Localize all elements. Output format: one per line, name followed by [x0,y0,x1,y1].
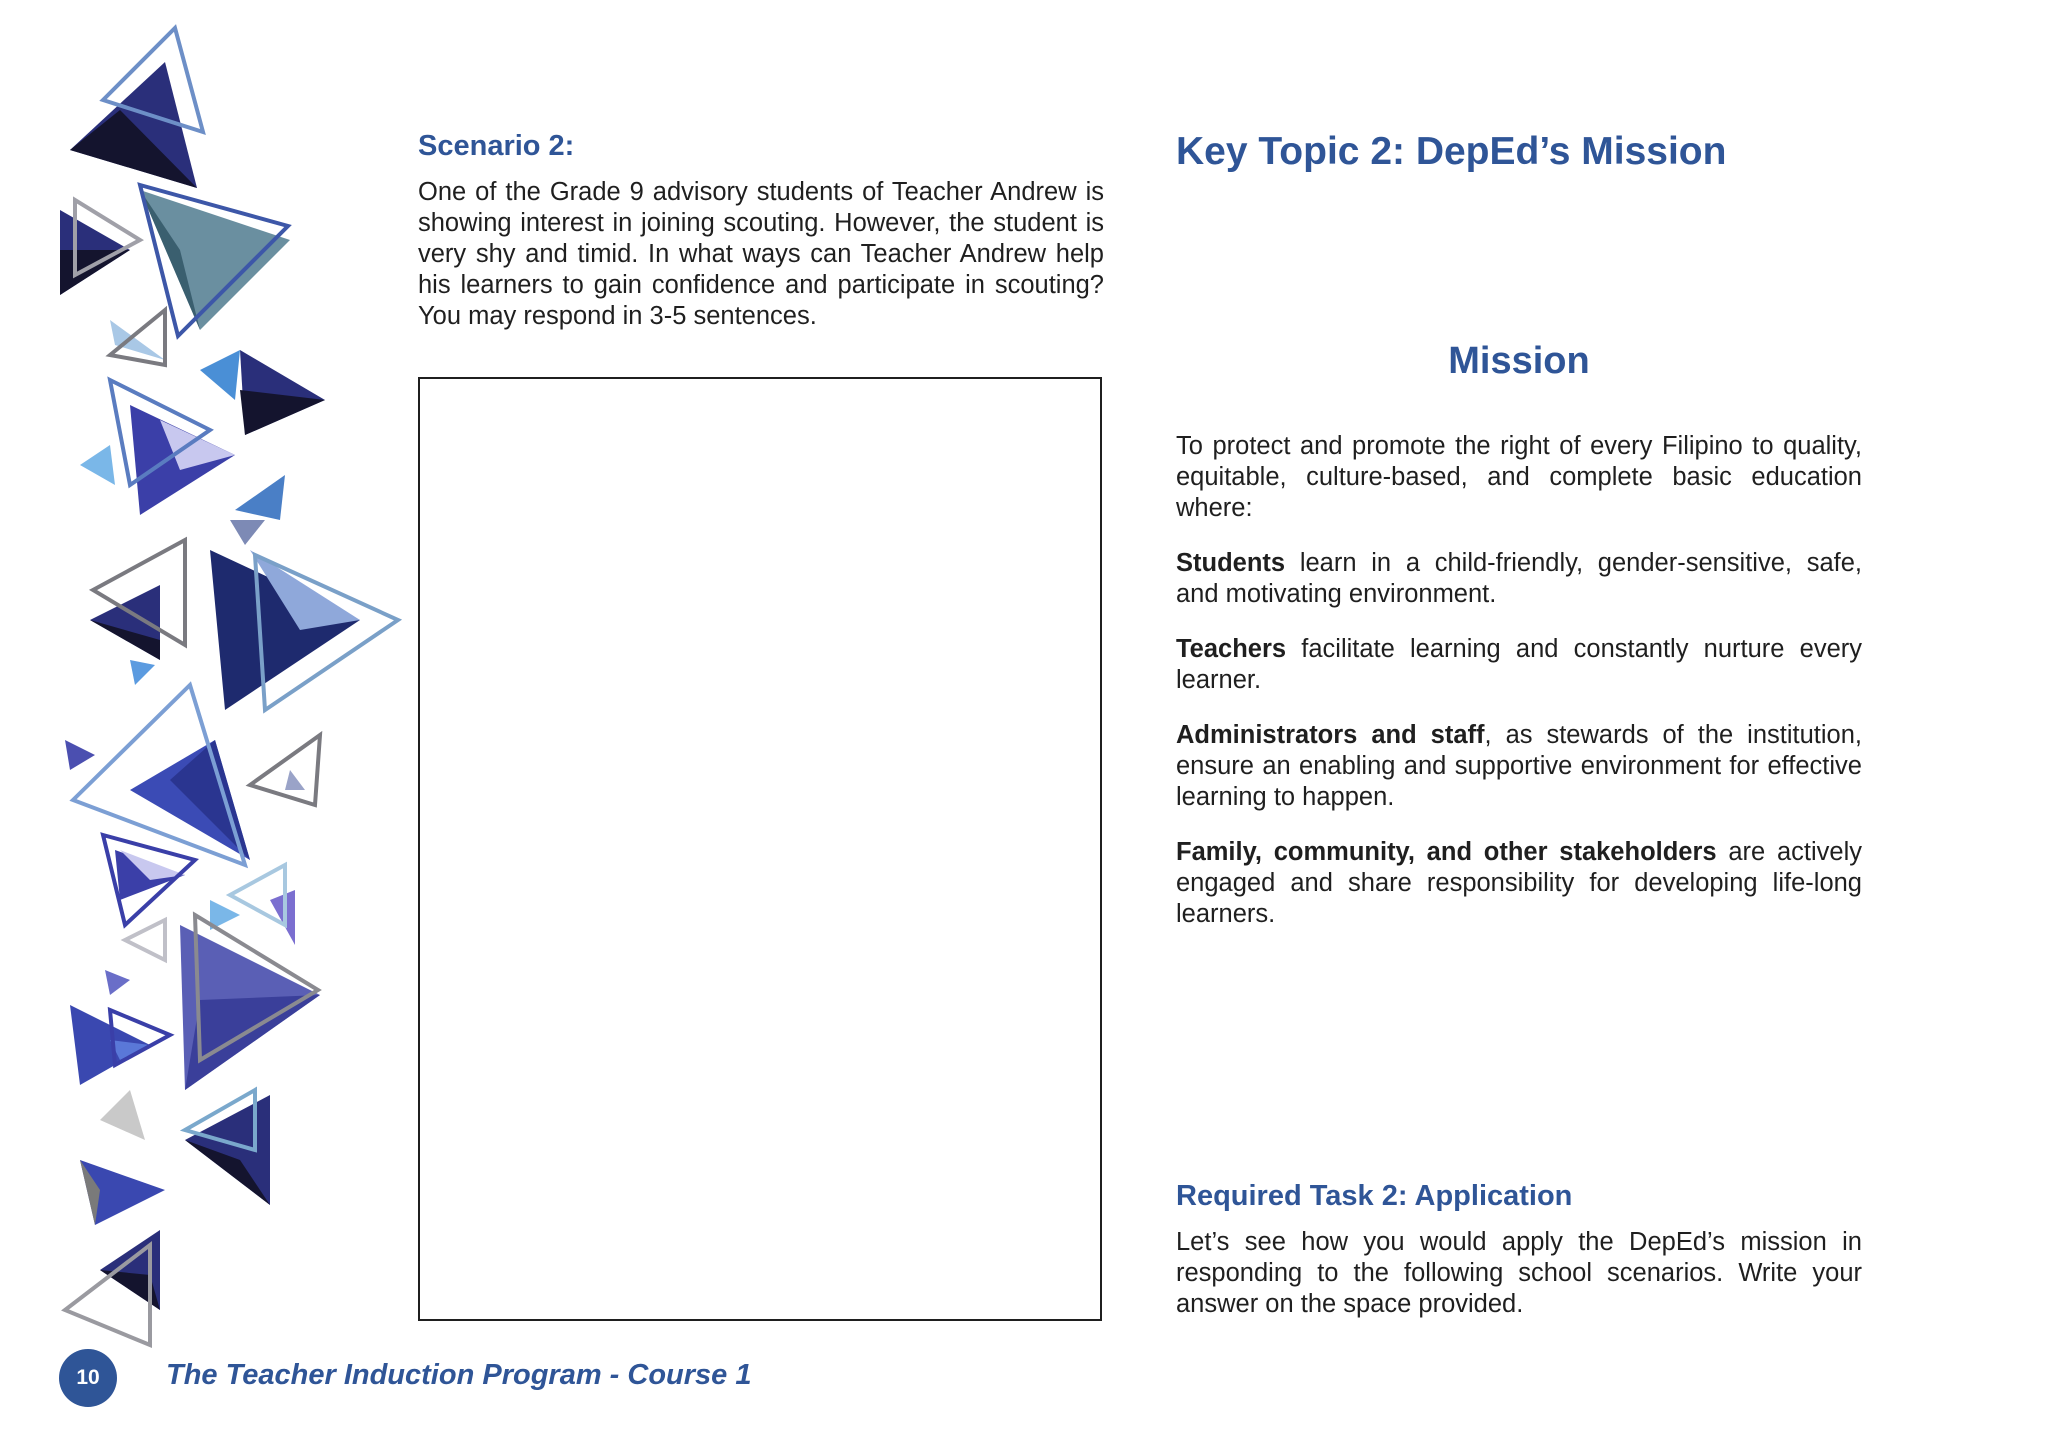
answer-box[interactable] [418,377,1102,1321]
mission-heading: Mission [1448,340,1590,382]
mission-item-bold: Teachers [1176,635,1287,663]
mission-item-bold: Administrators and staff [1176,721,1485,749]
required-task-section [1176,1180,1862,1320]
mission-item-text: are actively engaged and share responsibility for developing life-long learners. [1176,838,1862,928]
required-task-title: Required Task 2: Application [1176,1180,1573,1212]
mission-item-text: learn in a child-friendly, gender-sensitive, safe, and motivating environment. [1176,549,1862,608]
key-topic-title: Key Topic 2: DepEd’s Mission [1176,130,1727,173]
scenario-title: Scenario 2: [418,130,575,162]
mission-item-text: facilitate learning and constantly nurture every learner. [1176,635,1862,694]
decorative-triangles [0,0,420,1448]
footer-title: The Teacher Induction Program - Course 1 [166,1359,752,1391]
page-number-badge: 10 [59,1349,117,1407]
mission-item-bold: Family, community, and other stakeholders [1176,838,1717,866]
mission-item [1176,837,1862,930]
required-task-text: Let’s see how you would apply the DepEd’s mission in responding to the following school scenarios. Write your answer on the space provided. [1176,1228,1862,1318]
mission-item [1176,548,1862,610]
mission-item [1176,634,1862,696]
mission-body [1176,431,1862,954]
mission-item-bold: Students [1176,549,1286,577]
mission-item [1176,720,1862,813]
mission-item-text: , as stewards of the institution, ensure an enabling and supportive environment for effective learning to happen. [1176,721,1862,811]
scenario-section [418,130,1104,332]
mission-intro: To protect and promote the right of every Filipino to quality, equitable, culture-based, and complete basic education where: [1176,432,1862,522]
scenario-text: One of the Grade 9 advisory students of Teacher Andrew is showing interest in joining scouting. However, the student is very shy and timid. In what ways can Teacher Andrew help his learners to gain confidence and participate in scouting? You may respond in 3-5 sentences. [418,178,1104,330]
key-topic-section [1176,130,1862,174]
